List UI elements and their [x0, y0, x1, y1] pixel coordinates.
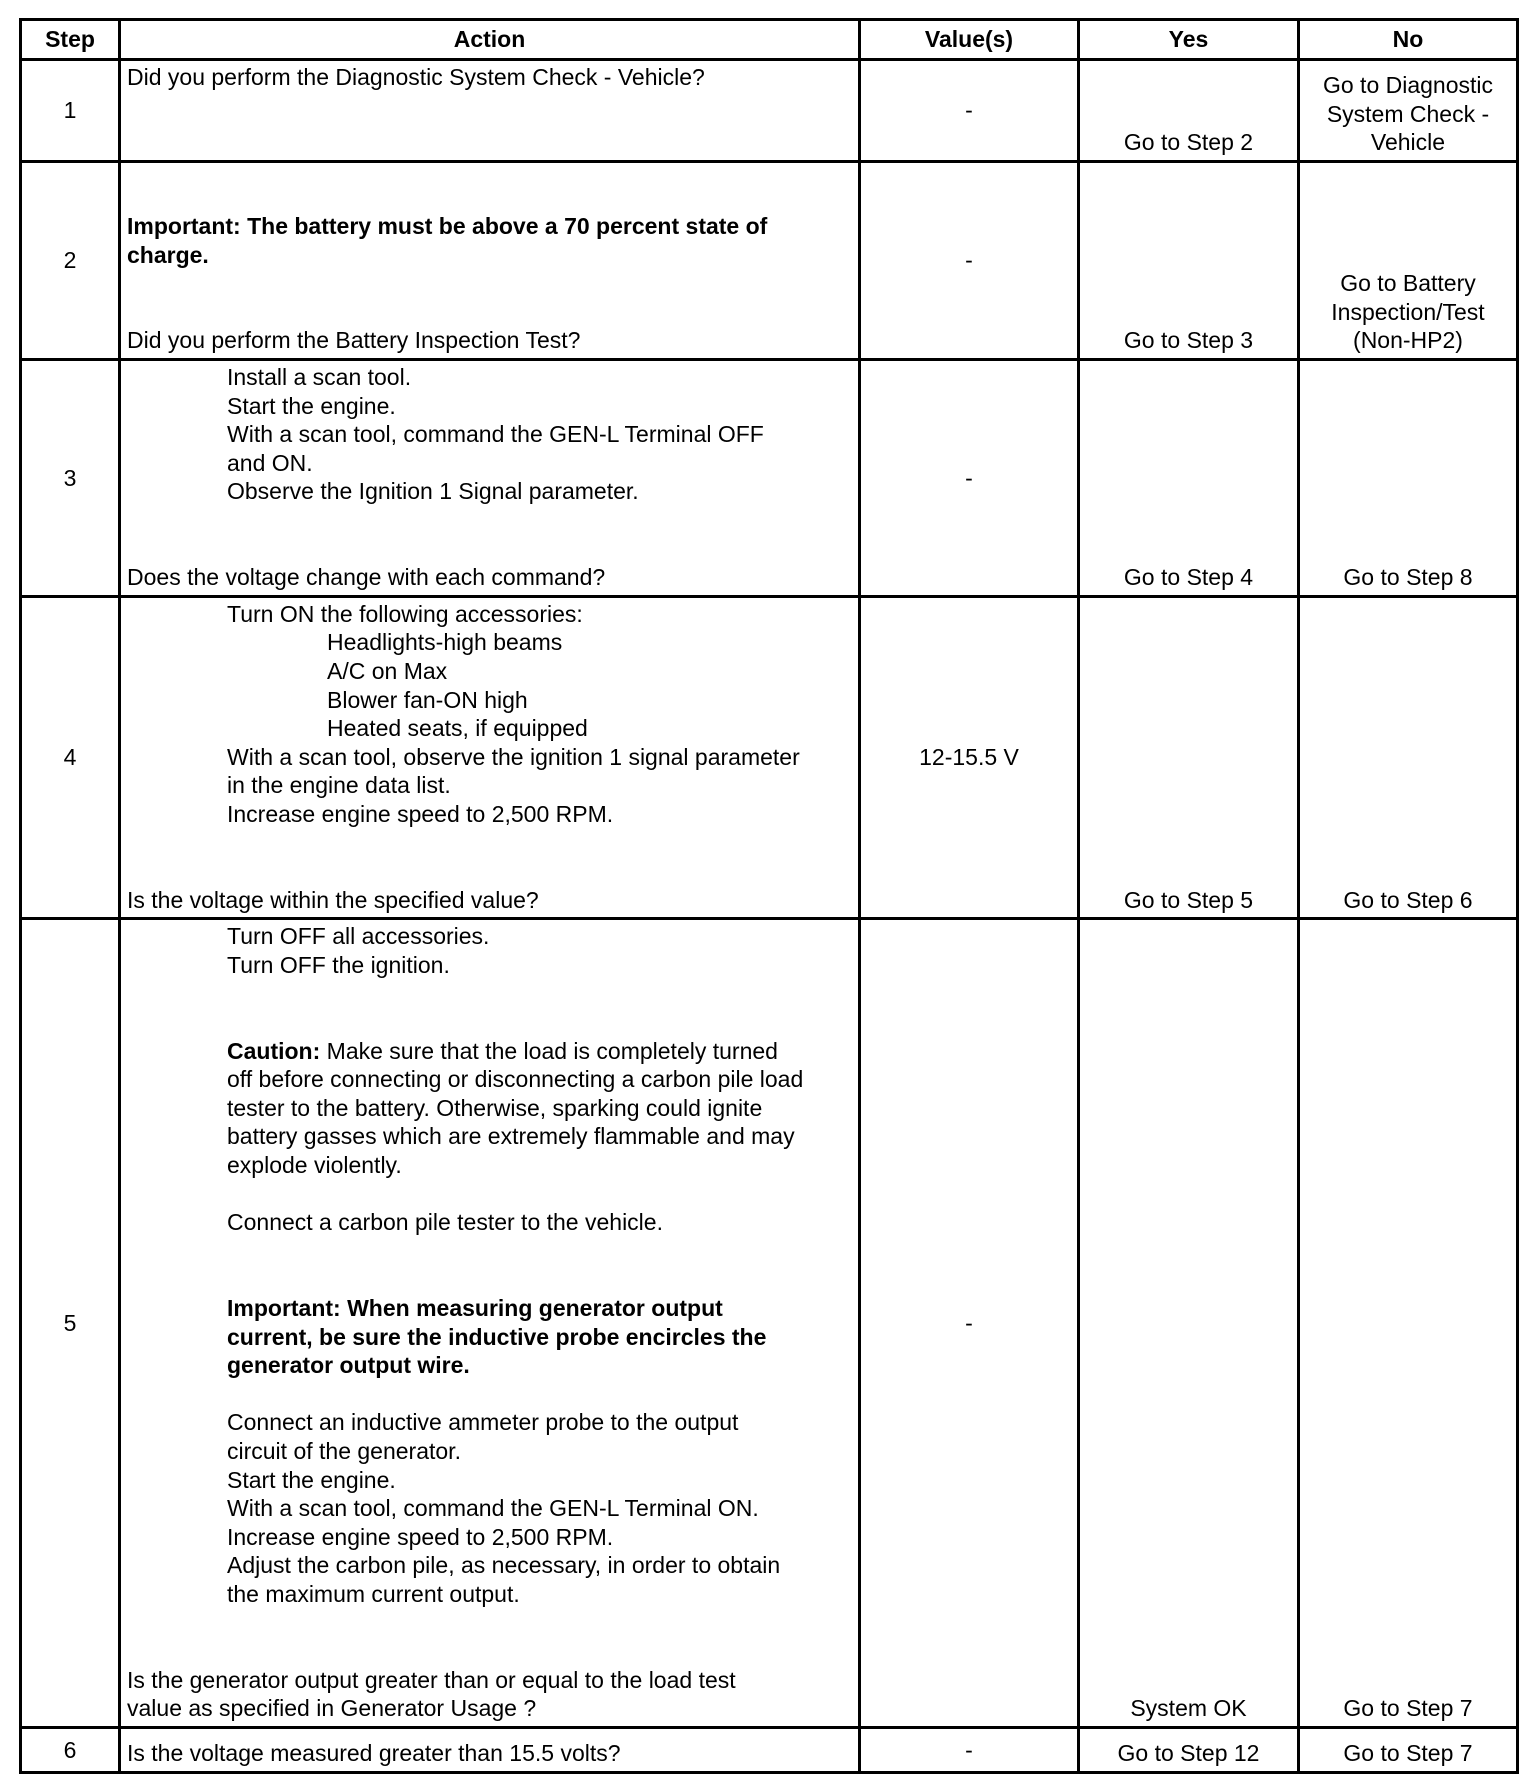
header-action: Action [120, 20, 860, 60]
action-line: Observe the Ignition 1 Signal parameter. [227, 478, 639, 505]
header-yes: Yes [1079, 20, 1299, 60]
value-cell: - [860, 162, 1079, 360]
action-line: Install a scan tool. [227, 364, 412, 390]
caution-note [127, 1037, 854, 1066]
table-row [21, 919, 1518, 1728]
step-number: 5 [21, 919, 120, 1728]
caution-label: Caution: [227, 1037, 321, 1064]
action-line: Turn OFF all accessories. [227, 923, 490, 950]
no-cell [1299, 60, 1518, 162]
action-line: and ON. [227, 449, 313, 476]
action-cell [120, 60, 860, 162]
value-cell: 12-15.5 V [860, 596, 1079, 919]
value-cell: - [860, 360, 1079, 597]
action-line: With a scan tool, command the GEN-L Terminal OFF [227, 421, 764, 448]
no-line: Vehicle [1370, 129, 1446, 156]
value-cell: - [860, 919, 1079, 1728]
no-line: (Non-HP2) [1353, 327, 1463, 354]
caution-text: tester to the battery. Otherwise, sparking could ignite [227, 1094, 763, 1121]
action-line: Increase engine speed to 2,500 RPM. [227, 1523, 614, 1550]
action-line: Turn ON the following accessories: [227, 600, 583, 627]
no-cell: Go to Step 6 [1299, 596, 1518, 919]
action-cell [120, 1727, 860, 1772]
yes-cell: Go to Step 12 [1079, 1727, 1299, 1772]
action-question: Is the voltage within the specified value? [127, 886, 539, 913]
action-question: value as specified in Generator Usage ? [127, 1695, 537, 1722]
accessory-item: Headlights-high beams [327, 629, 563, 656]
table-row [21, 60, 1518, 162]
action-line: Start the engine. [227, 392, 396, 419]
header-no: No [1299, 20, 1518, 60]
action-cell [120, 360, 860, 597]
no-line: Inspection/Test [1331, 298, 1485, 325]
action-question: Is the voltage measured greater than 15.5 volts? [127, 1740, 621, 1767]
yes-cell: Go to Step 5 [1079, 596, 1299, 919]
caution-text: Make sure that the load is completely turned [320, 1037, 778, 1064]
step-number: 3 [21, 360, 120, 597]
value-cell: - [860, 60, 1079, 162]
no-cell: Go to Step 7 [1299, 919, 1518, 1728]
yes-cell: Go to Step 3 [1079, 162, 1299, 360]
caution-text: battery gasses which are extremely flammable and may [227, 1123, 795, 1150]
step-number: 2 [21, 162, 120, 360]
no-line: System Check - [1326, 100, 1490, 127]
no-cell [1299, 162, 1518, 360]
header-row [21, 20, 1518, 60]
step-number: 1 [21, 60, 120, 162]
action-line: Adjust the carbon pile, as necessary, in order to obtain [227, 1552, 781, 1579]
action-line: in the engine data list. [227, 772, 451, 799]
table-row [21, 360, 1518, 597]
table-row [21, 162, 1518, 360]
yes-cell: Go to Step 2 [1079, 60, 1299, 162]
accessory-item: Heated seats, if equipped [327, 715, 588, 742]
action-cell [120, 919, 860, 1728]
header-step: Step [21, 20, 120, 60]
important-note: Important: The battery must be above a 70 percent state of [127, 213, 768, 240]
accessory-item: A/C on Max [327, 657, 448, 684]
yes-cell: System OK [1079, 919, 1299, 1728]
important-note: charge. [127, 241, 209, 268]
table-row [21, 1727, 1518, 1772]
no-line: Go to Diagnostic [1322, 72, 1494, 99]
action-cell [120, 162, 860, 360]
action-question: Did you perform the Battery Inspection Test? [127, 327, 581, 354]
action-question: Is the generator output greater than or equal to the load test [127, 1666, 736, 1693]
action-line: Connect a carbon pile tester to the vehicle. [227, 1209, 663, 1236]
action-line: the maximum current output. [227, 1580, 520, 1607]
important-note: Important: When measuring generator output [227, 1295, 723, 1321]
yes-cell: Go to Step 4 [1079, 360, 1299, 597]
action-line: Connect an inductive ammeter probe to the output [227, 1409, 739, 1436]
no-cell: Go to Step 8 [1299, 360, 1518, 597]
table-row [21, 596, 1518, 919]
step-number: 4 [21, 596, 120, 919]
action-line: circuit of the generator. [227, 1437, 461, 1464]
caution-text: off before connecting or disconnecting a carbon pile load [227, 1066, 804, 1093]
step-number: 6 [21, 1727, 120, 1772]
action-line: With a scan tool, command the GEN-L Terminal ON. [227, 1495, 759, 1522]
action-question: Did you perform the Diagnostic System Check - Vehicle? [127, 64, 705, 90]
header-values: Value(s) [860, 20, 1079, 60]
important-note: generator output wire. [227, 1352, 470, 1379]
action-line: Turn OFF the ignition. [227, 951, 450, 978]
action-line: With a scan tool, observe the ignition 1 signal parameter [227, 743, 800, 770]
no-cell: Go to Step 7 [1299, 1727, 1518, 1772]
important-note: current, be sure the inductive probe encircles the [227, 1323, 767, 1350]
action-question: Does the voltage change with each command? [127, 564, 606, 591]
no-line: Go to Battery [1340, 270, 1476, 297]
action-cell [120, 596, 860, 919]
diagnostic-table [19, 18, 1519, 1774]
action-line: Start the engine. [227, 1466, 396, 1493]
caution-text: explode violently. [227, 1152, 402, 1179]
accessory-item: Blower fan-ON high [327, 686, 528, 713]
value-cell: - [860, 1727, 1079, 1772]
action-line: Increase engine speed to 2,500 RPM. [227, 800, 614, 827]
